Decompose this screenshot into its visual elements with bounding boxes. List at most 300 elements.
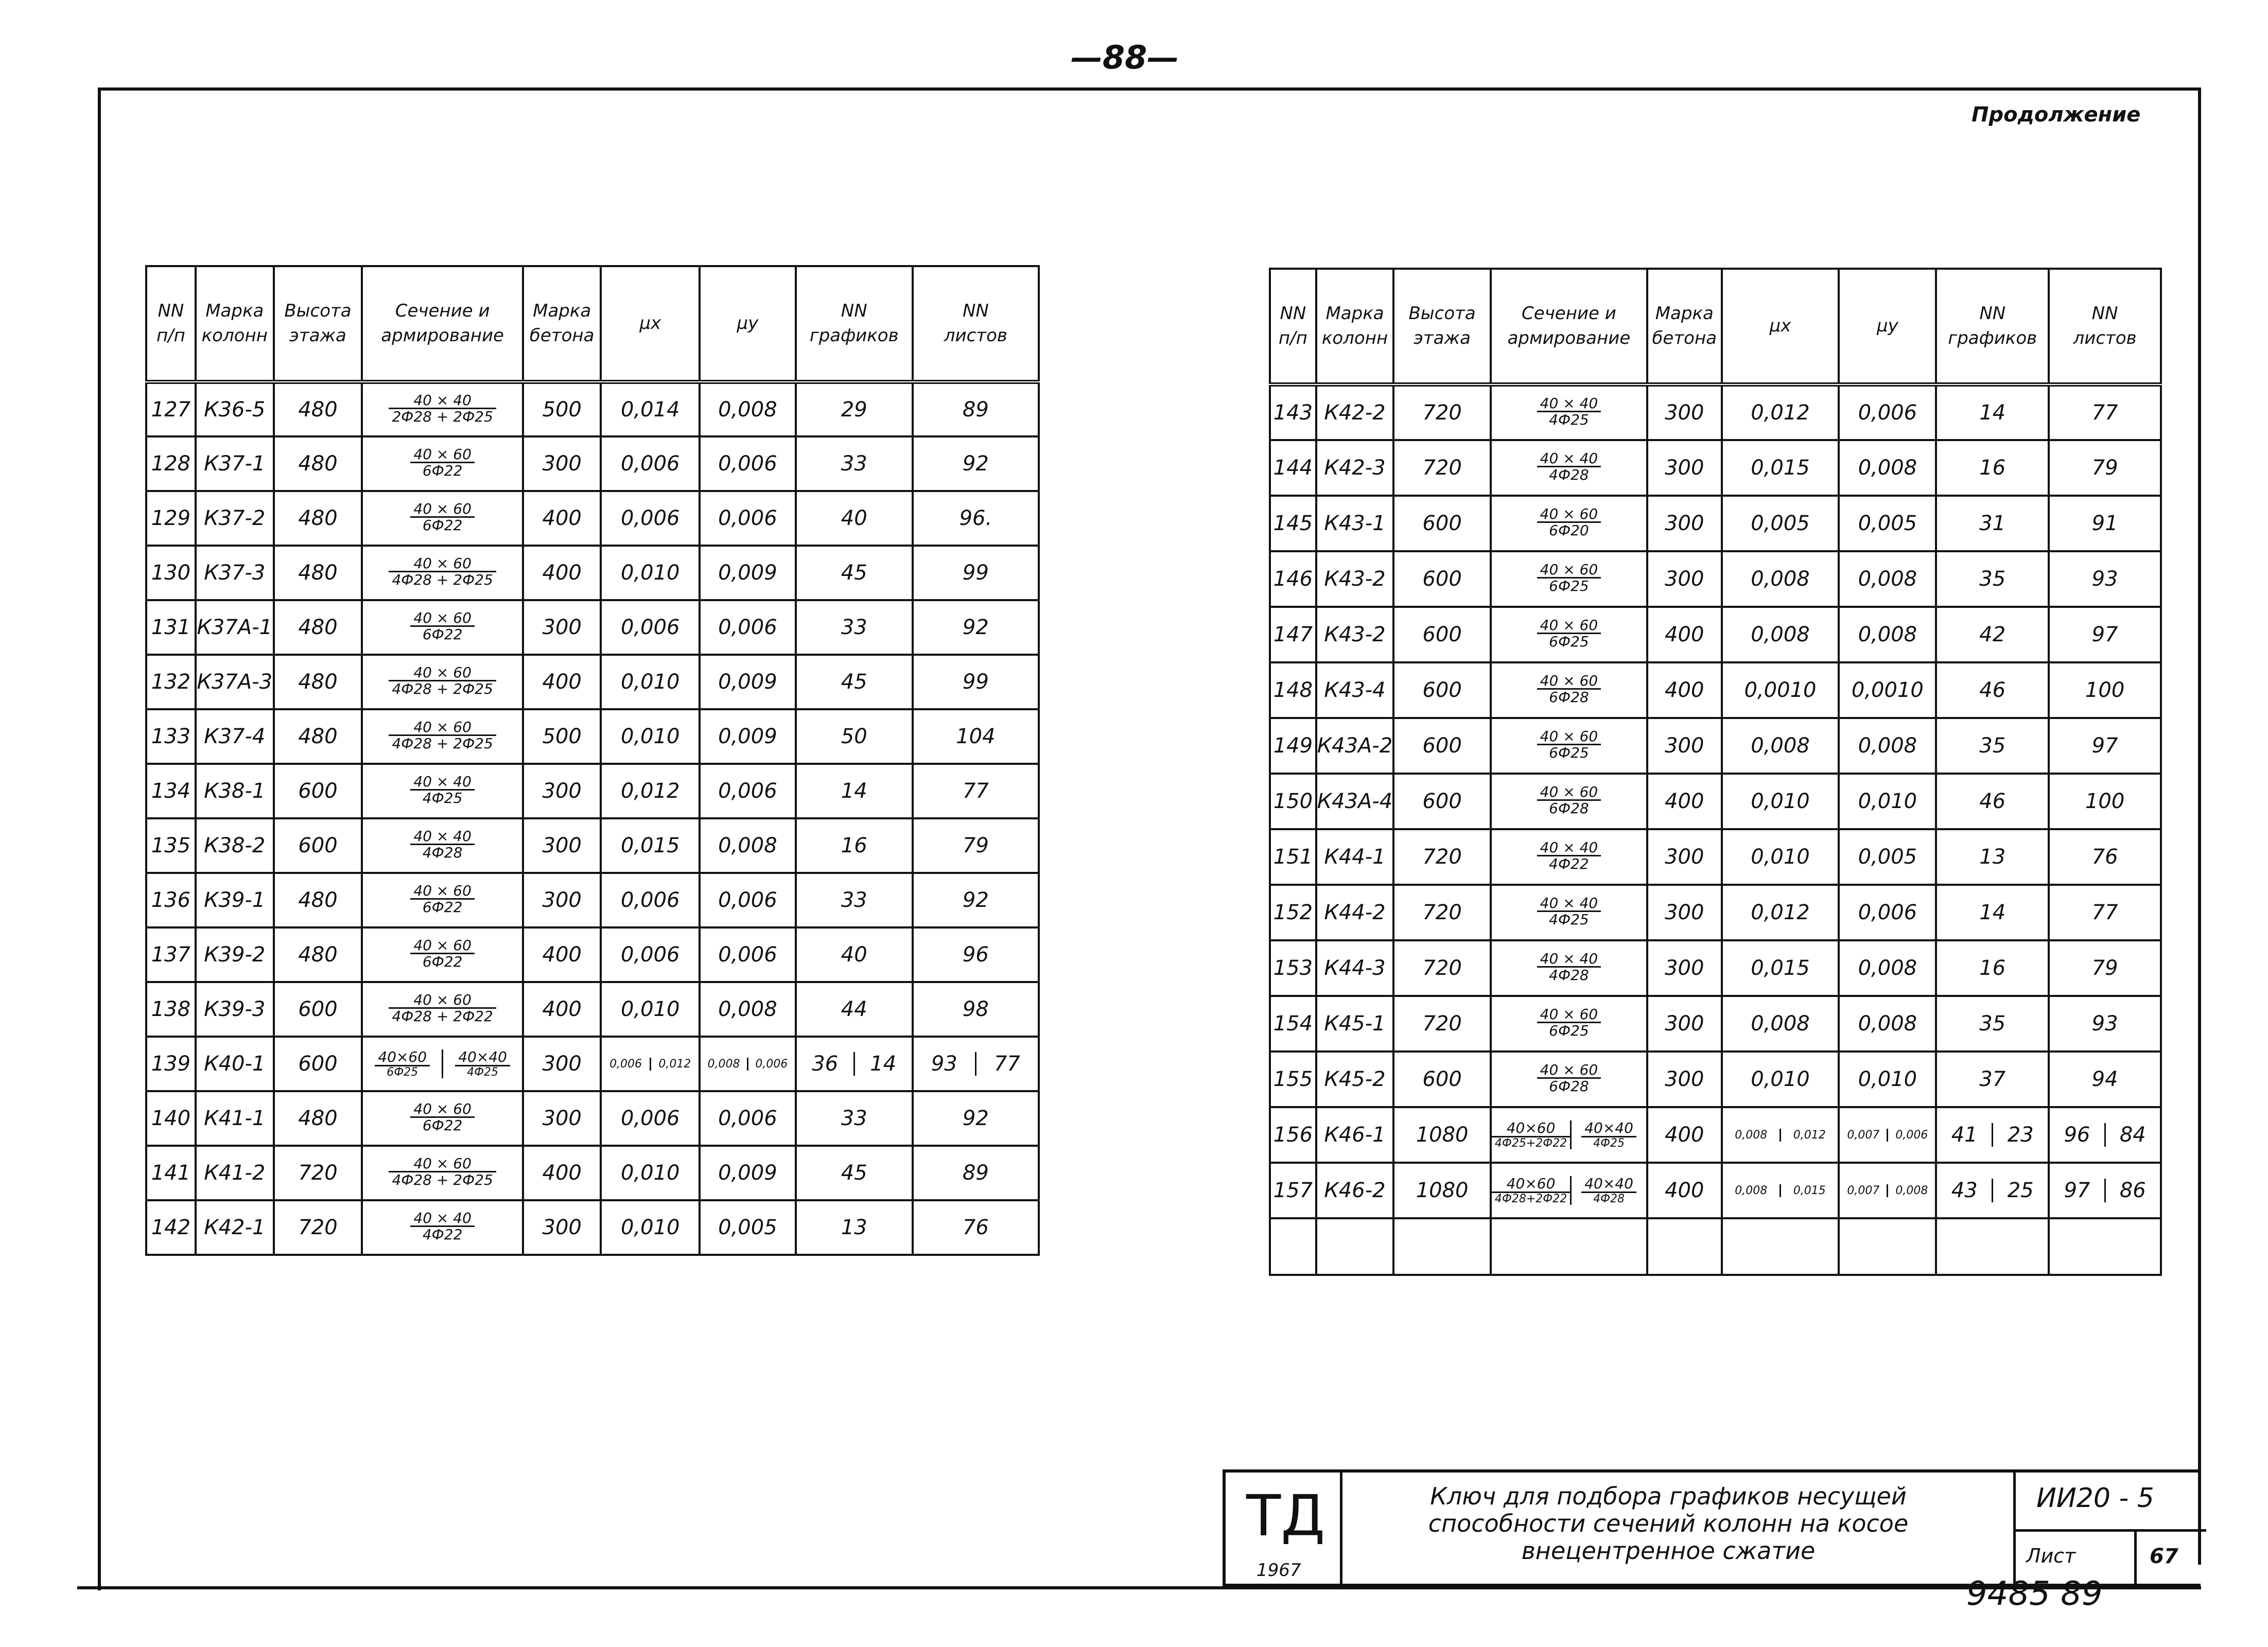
sheet-number-cell: 93	[2049, 996, 2161, 1052]
header-num-line2: п/п	[1278, 327, 1307, 348]
concrete-grade: 400	[1647, 1107, 1722, 1163]
section-fraction	[410, 883, 475, 915]
header-height-line1: Высота	[284, 300, 352, 321]
table-row	[146, 1091, 1039, 1146]
mu-x: 0,008	[1722, 718, 1839, 774]
floor-height: 600	[1393, 774, 1491, 829]
mu-x: 0,010	[1722, 829, 1839, 885]
sheet-number-cell: 76	[913, 1200, 1039, 1255]
graph-number: 46	[1936, 662, 2049, 718]
sheet-number-cell: 93	[2049, 551, 2161, 607]
sheet-number-cell	[2049, 1163, 2161, 1218]
table-row	[1270, 885, 2161, 940]
column-mark: К42-1	[196, 1200, 274, 1255]
table-row	[146, 818, 1039, 873]
column-mark: К37А-1	[196, 600, 274, 655]
header-mux: μx	[601, 266, 700, 382]
mu-y-pair	[701, 1058, 795, 1071]
left-table	[145, 265, 1040, 1256]
section-fraction	[389, 393, 496, 425]
section-size: 40 × 60	[389, 556, 496, 572]
floor-height: 1080	[1393, 1163, 1491, 1218]
sheet-number-cell: 92	[913, 873, 1039, 927]
row-num: 132	[146, 655, 196, 709]
mu-y: 0,006	[700, 927, 796, 982]
table-row	[1270, 996, 2161, 1052]
header-mark-line1: Марка	[1325, 303, 1384, 324]
header-height	[1393, 269, 1491, 384]
header-section	[1491, 269, 1647, 384]
mu-y: 0,006	[1839, 384, 1936, 440]
header-sheets-line1: NN	[2091, 303, 2118, 324]
section-cell-pair	[1492, 1120, 1646, 1149]
section-reinforcement: 6Ф22	[422, 626, 463, 643]
section-reinforcement: 2Ф28 + 2Ф25	[392, 408, 493, 426]
mu-x-a: 0,008	[1735, 1184, 1768, 1197]
header-section-line2: армирование	[1507, 327, 1631, 348]
mu-y: 0,006	[700, 873, 796, 927]
graph-number-b: 14	[853, 1052, 912, 1076]
section-reinforcement: 4Ф28	[422, 844, 463, 862]
header-mark-line2: колонн	[201, 325, 268, 346]
empty-cell	[1316, 1218, 1394, 1275]
mu-y: 0,005	[700, 1200, 796, 1255]
floor-height: 720	[1393, 996, 1491, 1052]
mu-y: 0,010	[1839, 774, 1936, 829]
concrete-grade: 400	[1647, 774, 1722, 829]
mu-x: 0,006	[601, 873, 700, 927]
section-fraction	[389, 1156, 496, 1188]
graph-number: 35	[1936, 996, 2049, 1052]
table-row	[146, 1200, 1039, 1255]
graph-number: 40	[796, 927, 913, 982]
section-fraction	[1537, 562, 1601, 594]
page-number: —88—	[1071, 39, 1179, 76]
concrete-grade: 300	[1647, 718, 1722, 774]
section-reinforcement: 6Ф22	[422, 953, 463, 971]
mu-y: 0,008	[700, 818, 796, 873]
section-reinforcement: 4Ф22	[422, 1226, 463, 1243]
sheet-number-cell-pair	[2050, 1123, 2160, 1147]
section-cell	[1491, 551, 1647, 607]
section-fraction	[410, 1211, 475, 1242]
section-cell-pair	[1492, 1176, 1646, 1204]
section-cell	[362, 600, 523, 655]
concrete-grade: 500	[523, 709, 601, 764]
column-mark: К39-1	[196, 873, 274, 927]
sheet-number-cell: 104	[913, 709, 1039, 764]
section-size: 40 × 60	[389, 1156, 496, 1172]
row-num: 138	[146, 982, 196, 1037]
row-num: 153	[1270, 940, 1316, 996]
row-num: 154	[1270, 996, 1316, 1052]
table-row	[146, 873, 1039, 927]
floor-height: 600	[1393, 607, 1491, 662]
concrete-grade: 300	[523, 764, 601, 818]
section-fraction	[1537, 840, 1601, 872]
header-num-line2: п/п	[156, 325, 185, 346]
column-mark: К39-2	[196, 927, 274, 982]
section-size: 40×60	[1492, 1176, 1570, 1193]
section-fraction	[410, 829, 475, 861]
table-row	[1270, 1052, 2161, 1107]
section-size: 40 × 40	[1537, 396, 1601, 412]
graph-number: 33	[796, 1091, 913, 1146]
section-reinforcement: 4Ф28 + 2Ф25	[392, 1171, 493, 1189]
mu-x: 0,010	[601, 1146, 700, 1200]
row-num: 131	[146, 600, 196, 655]
sheet-number-cell: 96.	[913, 491, 1039, 546]
floor-height: 480	[274, 382, 362, 436]
table-row	[146, 982, 1039, 1037]
section-cell	[1491, 774, 1647, 829]
column-mark: К44-3	[1316, 940, 1394, 996]
graph-number: 33	[796, 436, 913, 491]
sheet-number-cell	[2049, 1107, 2161, 1163]
stamp-title: Ключ для подбора графиков несущей способности сечений колонн на косое внецентренное сжатие	[1428, 1482, 1909, 1565]
concrete-grade: 300	[1647, 940, 1722, 996]
sheet-number-cell: 79	[2049, 440, 2161, 496]
sheet-number-cell: 76	[2049, 829, 2161, 885]
sheet-label: Лист	[2026, 1545, 2076, 1567]
section-a	[1492, 1176, 1570, 1204]
concrete-grade: 300	[523, 873, 601, 927]
graph-number	[796, 1037, 913, 1091]
column-mark: К37-4	[196, 709, 274, 764]
section-reinforcement: 6Ф28	[1549, 1078, 1589, 1095]
header-row	[146, 266, 1039, 382]
header-sheets-line1: NN	[962, 300, 989, 321]
sheet-number-cell: 98	[913, 982, 1039, 1037]
section-fraction	[1537, 506, 1601, 538]
table-row	[1270, 607, 2161, 662]
section-b	[442, 1049, 522, 1078]
sheet-number-cell: 77	[913, 764, 1039, 818]
mu-y: 0,006	[700, 436, 796, 491]
concrete-grade: 400	[1647, 662, 1722, 718]
section-size: 40 × 60	[1537, 1007, 1601, 1023]
section-a	[1492, 1120, 1570, 1149]
section-size: 40 × 40	[410, 829, 475, 845]
section-fraction	[410, 938, 475, 970]
header-num-line1: NN	[158, 300, 184, 321]
section-size: 40 × 40	[389, 393, 496, 409]
section-fraction	[410, 774, 475, 806]
concrete-grade: 400	[523, 982, 601, 1037]
section-reinforcement: 6Ф22	[422, 462, 463, 480]
row-num: 146	[1270, 551, 1316, 607]
mu-y-a: 0,007	[1847, 1128, 1880, 1142]
row-num: 143	[1270, 384, 1316, 440]
row-num: 157	[1270, 1163, 1316, 1218]
section-cell	[362, 655, 523, 709]
mu-y: 0,008	[1839, 607, 1936, 662]
header-sheets-line2: листов	[2073, 327, 2137, 348]
header-concrete	[523, 266, 601, 382]
section-a	[363, 1049, 442, 1078]
td-logo: ТД	[1246, 1483, 1325, 1549]
row-num: 140	[146, 1091, 196, 1146]
column-mark: К43-4	[1316, 662, 1394, 718]
sheet-number-cell: 77	[2049, 384, 2161, 440]
header-section-line1: Сечение и	[395, 300, 490, 321]
column-mark: К44-2	[1316, 885, 1394, 940]
column-mark: К41-1	[196, 1091, 274, 1146]
section-cell	[1491, 384, 1647, 440]
floor-height: 480	[274, 927, 362, 982]
mu-x: 0,010	[601, 546, 700, 600]
graph-number: 45	[796, 1146, 913, 1200]
section-reinforcement: 4Ф28 + 2Ф25	[392, 571, 493, 589]
graph-number: 42	[1936, 607, 2049, 662]
section-fraction	[1581, 1176, 1636, 1204]
graph-number: 45	[796, 546, 913, 600]
code-cell-divider	[2016, 1529, 2206, 1532]
sheet-number-cell-pair	[914, 1052, 1038, 1076]
graph-number: 13	[1936, 829, 2049, 885]
header-section-line2: армирование	[381, 325, 504, 346]
section-fraction	[1537, 729, 1601, 761]
section-size: 40 × 60	[410, 1101, 475, 1118]
column-mark: К45-1	[1316, 996, 1394, 1052]
table-row	[146, 600, 1039, 655]
row-num: 155	[1270, 1052, 1316, 1107]
empty-cell	[1936, 1218, 2049, 1275]
section-size: 40 × 40	[1537, 896, 1601, 912]
section-fraction	[389, 720, 496, 751]
header-sheets	[2049, 269, 2161, 384]
section-fraction	[410, 1101, 475, 1133]
mu-x-a: 0,008	[1735, 1128, 1768, 1142]
table-row-split	[146, 1037, 1039, 1091]
header-height-line2: этажа	[289, 325, 346, 346]
table-row	[1270, 940, 2161, 996]
row-num: 128	[146, 436, 196, 491]
section-fraction	[410, 447, 475, 479]
table-row	[1270, 662, 2161, 718]
mu-x	[1722, 1163, 1839, 1218]
graph-number: 40	[796, 491, 913, 546]
section-reinforcement: 4Ф25+2Ф22	[1494, 1136, 1567, 1150]
header-section	[362, 266, 523, 382]
mu-x-pair	[602, 1058, 699, 1071]
floor-height: 600	[1393, 1052, 1491, 1107]
mu-x: 0,010	[601, 655, 700, 709]
graph-number: 13	[796, 1200, 913, 1255]
section-cell	[362, 1091, 523, 1146]
graph-number-a: 41	[1951, 1123, 1978, 1147]
graph-number: 33	[796, 600, 913, 655]
mu-x-b: 0,015	[1779, 1184, 1838, 1197]
row-num: 136	[146, 873, 196, 927]
sheet-number-cell: 94	[2049, 1052, 2161, 1107]
table-row-split	[1270, 1107, 2161, 1163]
section-fraction	[1492, 1120, 1570, 1149]
mu-y: 0,009	[700, 1146, 796, 1200]
graph-number: 16	[1936, 940, 2049, 996]
floor-height: 480	[274, 546, 362, 600]
section-fraction	[1537, 1062, 1601, 1094]
mu-x-b: 0,012	[1779, 1129, 1838, 1142]
empty-cell	[1722, 1218, 1839, 1275]
mu-y: 0,008	[1839, 996, 1936, 1052]
floor-height: 480	[274, 491, 362, 546]
section-cell	[362, 982, 523, 1037]
section-size: 40 × 60	[1537, 729, 1601, 745]
sheet-number-cell: 89	[913, 1146, 1039, 1200]
sheet-number-cell: 92	[913, 600, 1039, 655]
mu-x: 0,012	[601, 764, 700, 818]
section-b	[1570, 1176, 1646, 1204]
column-mark: К39-3	[196, 982, 274, 1037]
section-fraction	[1537, 951, 1601, 983]
section-size: 40 × 40	[410, 1211, 475, 1227]
row-num: 142	[146, 1200, 196, 1255]
empty-cell	[1647, 1218, 1722, 1275]
section-cell	[362, 1146, 523, 1200]
section-size: 40 × 60	[1537, 784, 1601, 801]
graph-number: 14	[796, 764, 913, 818]
mu-x-pair	[1723, 1129, 1838, 1142]
code-cell	[2013, 1473, 2206, 1587]
header-concrete-line1: Марка	[1655, 303, 1714, 324]
mu-x-b: 0,012	[650, 1058, 699, 1071]
graph-number: 44	[796, 982, 913, 1037]
sheet-number-cell: 91	[2049, 496, 2161, 551]
concrete-grade: 300	[523, 600, 601, 655]
mu-y-b: 0,008	[1887, 1184, 1935, 1197]
section-reinforcement: 6Ф22	[422, 1117, 463, 1134]
handwritten-number: 9485 89	[1966, 1575, 2103, 1613]
section-cell	[362, 491, 523, 546]
concrete-grade: 300	[523, 818, 601, 873]
mu-x: 0,006	[601, 600, 700, 655]
section-reinforcement: 6Ф25	[1549, 633, 1589, 651]
sheet-number-cell: 89	[913, 382, 1039, 436]
header-muy: μy	[1839, 269, 1936, 384]
header-num	[146, 266, 196, 382]
section-reinforcement: 4Ф25	[422, 790, 463, 807]
section-size: 40 × 60	[410, 938, 475, 954]
header-section-line1: Сечение и	[1522, 303, 1616, 324]
mu-y: 0,008	[700, 982, 796, 1037]
section-size: 40×60	[375, 1049, 430, 1066]
mu-x: 0,0010	[1722, 662, 1839, 718]
header-height-line1: Высота	[1408, 303, 1476, 324]
section-cell	[1491, 1163, 1647, 1218]
header-concrete-line2: бетона	[1652, 327, 1717, 348]
mu-y: 0,006	[700, 491, 796, 546]
section-fraction	[1537, 896, 1601, 927]
mu-x: 0,010	[601, 709, 700, 764]
mu-y	[1839, 1163, 1936, 1218]
sheet-number-cell: 97	[2049, 607, 2161, 662]
section-size: 40×40	[1581, 1176, 1636, 1193]
section-cell	[362, 1037, 523, 1091]
mu-x: 0,012	[1722, 384, 1839, 440]
empty-cell	[1393, 1218, 1491, 1275]
floor-height: 480	[274, 873, 362, 927]
header-mark-line1: Марка	[205, 300, 264, 321]
section-cell	[1491, 996, 1647, 1052]
graph-number: 14	[1936, 384, 2049, 440]
mu-x: 0,005	[1722, 496, 1839, 551]
mu-x: 0,015	[1722, 440, 1839, 496]
column-mark: К37А-3	[196, 655, 274, 709]
section-cell	[1491, 829, 1647, 885]
row-num: 148	[1270, 662, 1316, 718]
header-graphs	[1936, 269, 2049, 384]
column-mark: К43-1	[1316, 496, 1394, 551]
graph-number: 14	[1936, 885, 2049, 940]
sheet-number-cell-a: 93	[931, 1052, 957, 1076]
sheet-number-cell-pair	[2050, 1179, 2160, 1202]
graph-number: 50	[796, 709, 913, 764]
section-size: 40 × 40	[1537, 451, 1601, 467]
mu-x: 0,006	[601, 436, 700, 491]
section-reinforcement: 6Ф25	[1549, 577, 1589, 595]
floor-height: 720	[1393, 940, 1491, 996]
sheet-number-cell	[913, 1037, 1039, 1091]
column-mark: К36-5	[196, 382, 274, 436]
concrete-grade: 300	[523, 1037, 601, 1091]
empty-cell	[1270, 1218, 1316, 1275]
mu-x-pair	[1723, 1184, 1838, 1197]
concrete-grade: 300	[523, 1200, 601, 1255]
row-num: 149	[1270, 718, 1316, 774]
table-row	[1270, 774, 2161, 829]
row-num: 127	[146, 382, 196, 436]
header-graphs	[796, 266, 913, 382]
header-graphs-line1: NN	[1979, 303, 2006, 324]
floor-height: 600	[274, 982, 362, 1037]
section-cell-pair	[363, 1049, 522, 1078]
concrete-grade: 300	[1647, 885, 1722, 940]
graph-number	[1936, 1107, 2049, 1163]
section-fraction	[410, 501, 475, 533]
section-b	[1570, 1120, 1646, 1149]
column-mark: К38-2	[196, 818, 274, 873]
graph-number-b: 23	[1992, 1123, 2048, 1147]
floor-height: 480	[274, 1091, 362, 1146]
column-mark: К43-2	[1316, 551, 1394, 607]
section-reinforcement: 4Ф28 + 2Ф25	[392, 735, 493, 752]
section-fraction	[1537, 673, 1601, 705]
section-reinforcement: 4Ф25	[1549, 911, 1589, 928]
concrete-grade: 400	[523, 546, 601, 600]
section-cell	[1491, 940, 1647, 996]
stamp-year: 1967	[1257, 1560, 1301, 1581]
section-size: 40 × 60	[410, 610, 475, 627]
floor-height: 480	[274, 655, 362, 709]
concrete-grade: 400	[523, 927, 601, 982]
header-height	[274, 266, 362, 382]
mu-y: 0,008	[1839, 551, 1936, 607]
mu-x: 0,014	[601, 382, 700, 436]
section-fraction	[389, 665, 496, 697]
floor-height: 600	[274, 1037, 362, 1091]
graph-number: 16	[796, 818, 913, 873]
empty-cell	[1491, 1218, 1647, 1275]
mu-x: 0,015	[1722, 940, 1839, 996]
row-num: 156	[1270, 1107, 1316, 1163]
section-fraction	[389, 992, 496, 1024]
section-size: 40×40	[1581, 1120, 1636, 1137]
table-row	[1270, 718, 2161, 774]
section-reinforcement: 4Ф28 + 2Ф22	[392, 1008, 493, 1025]
section-reinforcement: 6Ф22	[422, 899, 463, 916]
sheet-number-cell: 99	[913, 655, 1039, 709]
